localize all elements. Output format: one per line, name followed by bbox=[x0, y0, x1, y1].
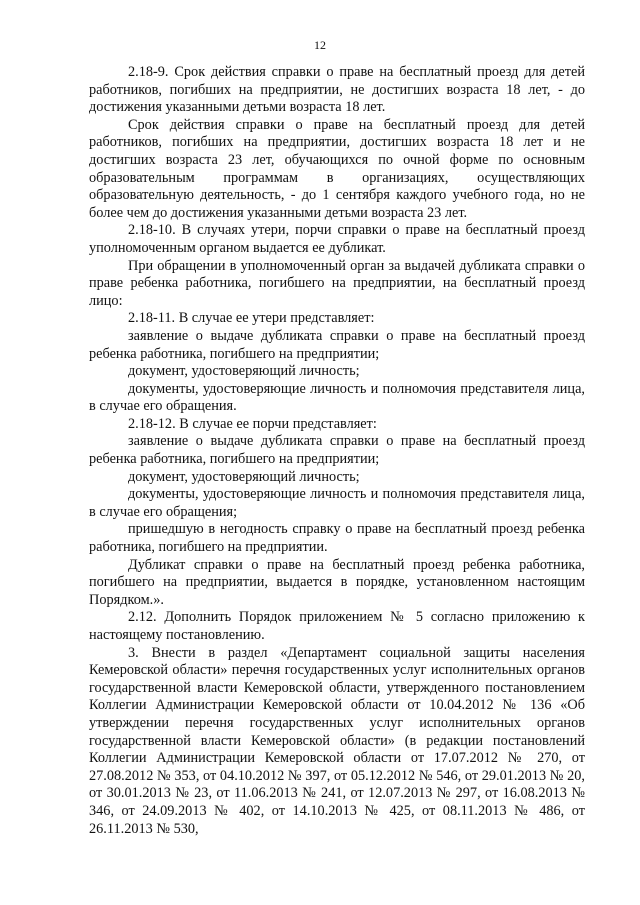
list-item-identity-document-loss: документ, удостоверяющий личность; bbox=[128, 363, 360, 380]
paragraph-validity-age-23: Срок действия справки о праве на бесплатный проезд для детей работников, погибших на предприятии, достигших возраста 18 лет и не достигших возраста 23 лет, обучающихся по очной форме по основным образовательным программам в организациях, осуществляющих образовательную деятельность, - до 1 сентября каждого учебного года, но не более чем до достижения указанными детьми возраста 23 лет. bbox=[89, 116, 585, 221]
list-item-damaged-certificate: пришедшую в негодность справку о праве на бесплатный проезд ребенка работника, погибшего на предприятии. bbox=[89, 521, 585, 556]
page-number: 12 bbox=[314, 38, 326, 52]
list-item-application-damage: заявление о выдаче дубликата справки о праве на бесплатный проезд ребенка работника, погибшего на предприятии; bbox=[89, 433, 585, 468]
list-item-identity-document-damage: документ, удостоверяющий личность; bbox=[128, 468, 360, 485]
list-item-representative-documents-loss: документы, удостоверяющие личность и полномочия представителя лица, в случае его обращения. bbox=[89, 380, 585, 415]
list-item-representative-documents-damage: документы, удостоверяющие личность и полномочия представителя лица, в случае его обращения; bbox=[89, 486, 585, 520]
paragraph-2-18-12: 2.18-12. В случае ее порчи представляет: bbox=[128, 415, 377, 432]
document-body bbox=[89, 64, 585, 838]
list-item-application-loss: заявление о выдаче дубликата справки о праве на бесплатный проезд ребенка работника, погибшего на предприятии; bbox=[89, 327, 585, 362]
paragraph-duplicate-request: При обращении в уполномоченный орган за выдачей дубликата справки о праве ребенка работника, погибшего на предприятии, на бесплатный проезд лицо: bbox=[89, 257, 585, 309]
paragraph-duplicate-issuance: Дубликат справки о праве на бесплатный проезд ребенка работника, погибшего на предприятии, выдается в порядке, установленном настоящим Порядком.». bbox=[89, 556, 585, 608]
paragraph-2-18-11: 2.18-11. В случае ее утери представляет: bbox=[128, 310, 375, 327]
paragraph-2-18-10: 2.18-10. В случаях утери, порчи справки о праве на бесплатный проезд уполномоченным органом выдается ее дубликат. bbox=[89, 222, 585, 256]
paragraph-2-18-9: 2.18-9. Срок действия справки о праве на бесплатный проезд для детей работников, погибших на предприятии, не достигших возраста 18 лет, - до достижения указанными детьми возраста 18 лет. bbox=[89, 64, 585, 116]
paragraph-3: 3. Внести в раздел «Департамент социальной защиты населения Кемеровской области» перечня государственных услуг исполнительных органов государственной власти Кемеровской области, утвержденного постановлением Коллегии Администрации Кемеровской области от 10.04.2012 № 136 «Об утверждении перечня государственных услуг исполнительных органов государственной власти Кемеровской области» (в редакции постановлений Коллегии Администрации Кемеровской области от 17.07.2012 № 270, от 27.08.2012 № 353, от 04.10.2012 № 397, от 05.12.2012 № 546, от 29.01.2013 № 20, от 30.01.2013 № 23, от 11.06.2013 № 241, от 12.07.2013 № 297, от 16.08.2013 № 346, от 24.09.2013 № 402, от 14.10.2013 № 425, от 08.11.2013 № 486, от 26.11.2013 № 530, bbox=[89, 644, 585, 837]
paragraph-2-12: 2.12. Дополнить Порядок приложением № 5 согласно приложению к настоящему постановлению. bbox=[89, 609, 585, 643]
